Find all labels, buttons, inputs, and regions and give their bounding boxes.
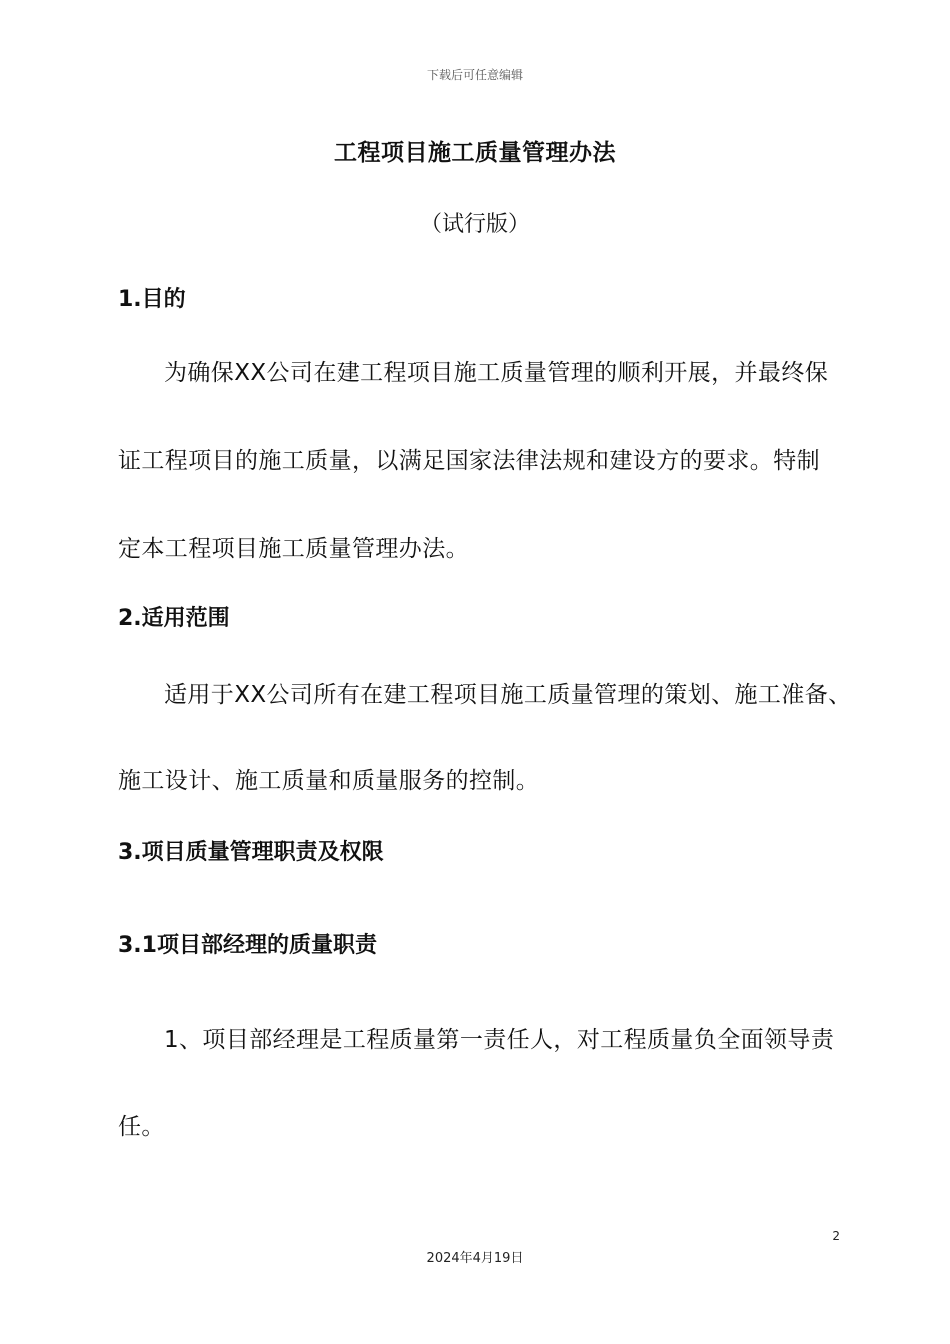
page-number: 2 — [832, 1229, 840, 1243]
section-heading-scope: 2.适用范围 — [118, 606, 230, 631]
document-title: 工程项目施工质量管理办法 — [334, 140, 616, 166]
paragraph-line: 施工设计、施工质量和质量服务的控制。 — [118, 768, 540, 794]
subsection-heading-manager-duties: 3.1项目部经理的质量职责 — [118, 933, 377, 958]
footer-date: 2024年4月19日 — [426, 1251, 524, 1266]
paragraph-line: 定本工程项目施工质量管理办法。 — [118, 536, 469, 562]
section-heading-purpose: 1.目的 — [118, 287, 186, 312]
header-note: 下载后可任意编辑 — [426, 68, 523, 82]
paragraph-line: 证工程项目的施工质量，以满足国家法律法规和建设方的要求。特制 — [118, 448, 820, 474]
paragraph-line: 1、项目部经理是工程质量第一责任人，对工程质量负全面领导责 — [164, 1027, 835, 1053]
section-heading-responsibilities: 3.项目质量管理职责及权限 — [118, 840, 384, 865]
paragraph-line: 为确保XX公司在建工程项目施工质量管理的顺利开展，并最终保 — [164, 360, 829, 386]
paragraph-line: 任。 — [118, 1114, 165, 1140]
document-subtitle: （试行版） — [419, 212, 530, 237]
paragraph-line: 适用于XX公司所有在建工程项目施工质量管理的策划、施工准备、 — [164, 682, 852, 708]
